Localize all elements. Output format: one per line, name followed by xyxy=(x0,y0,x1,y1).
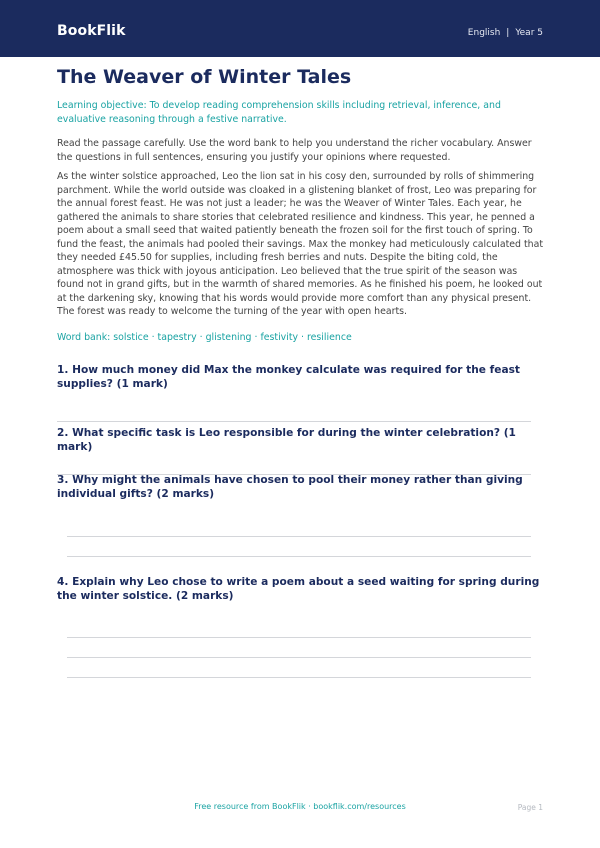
separator: | xyxy=(506,28,510,38)
question-3: 3. Why might the animals have chosen to pool their money rather than giving individual gifts? (2 marks) xyxy=(57,474,523,500)
brand-logo[interactable]: BookFlik xyxy=(57,23,126,39)
page-title: The Weaver of Winter Tales xyxy=(57,66,352,88)
question-4: 4. Explain why Leo chose to write a poem about a seed waiting for spring during the winter solstice. (2 marks) xyxy=(57,576,540,602)
footer-link[interactable]: Free resource from BookFlik · bookflik.com/resources xyxy=(194,802,406,811)
reading-passage: As the winter solstice approached, Leo the lion sat in his cosy den, surrounded by rolls of shimmering parchment. While the world outside was cloaked in a glistening blanket of frost, Leo was preparing for the annual forest feast. He was not just a leader; he was the Weaver of Winter Tales. Each year, he gathered the animals to share stories that celebrated resilience and kindness. This year, he penned a poem about a small seed that waited patiently beneath the frozen soil for the first touch of spring. To fund the feast, the animals had pooled their savings. Max the monkey had meticulously calculated that they needed £45.50 for supplies, including fresh berries and nuts. Despite the biting cold, the atmosphere was thick with joyous anticipation. Leo believed that the true spirit of the season was found not in grand gifts, but in the warmth of shared memories. As he finished his poem, he looked out at the darkening sky, knowing that his words would provide more comfort than any physical present. The forest was ready to welcome the turning of the year with open hearts. xyxy=(57,171,543,317)
learning-objective: Learning objective: To develop reading comprehension skills including retrieval, inference, and evaluative reasoning through a festive narrative. xyxy=(57,100,501,125)
answer-line-q4[interactable] xyxy=(67,677,531,678)
question-2: 2. What specific task is Leo responsible for during the winter celebration? (1 mark) xyxy=(57,427,516,453)
page-header xyxy=(0,0,600,57)
answer-line-q3[interactable] xyxy=(67,536,531,537)
answer-line-q3[interactable] xyxy=(67,556,531,557)
year-label: Year 5 xyxy=(515,28,543,38)
instructions: Read the passage carefully. Use the word bank to help you understand the richer vocabulary. Answer the questions in full sentences, ensuring you justify your opinions where requested. xyxy=(57,138,532,163)
subject-year-label xyxy=(468,28,543,38)
answer-line-q4[interactable] xyxy=(67,637,531,638)
page-number: Page 1 xyxy=(517,803,543,812)
question-1: 1. How much money did Max the monkey calculate was required for the feast supplies? (1 mark) xyxy=(57,364,520,390)
word-bank: Word bank: solstice · tapestry · glistening · festivity · resilience xyxy=(57,332,352,343)
subject-label: English xyxy=(467,28,501,38)
answer-line-q1[interactable] xyxy=(57,421,531,422)
answer-line-q4[interactable] xyxy=(67,657,531,658)
